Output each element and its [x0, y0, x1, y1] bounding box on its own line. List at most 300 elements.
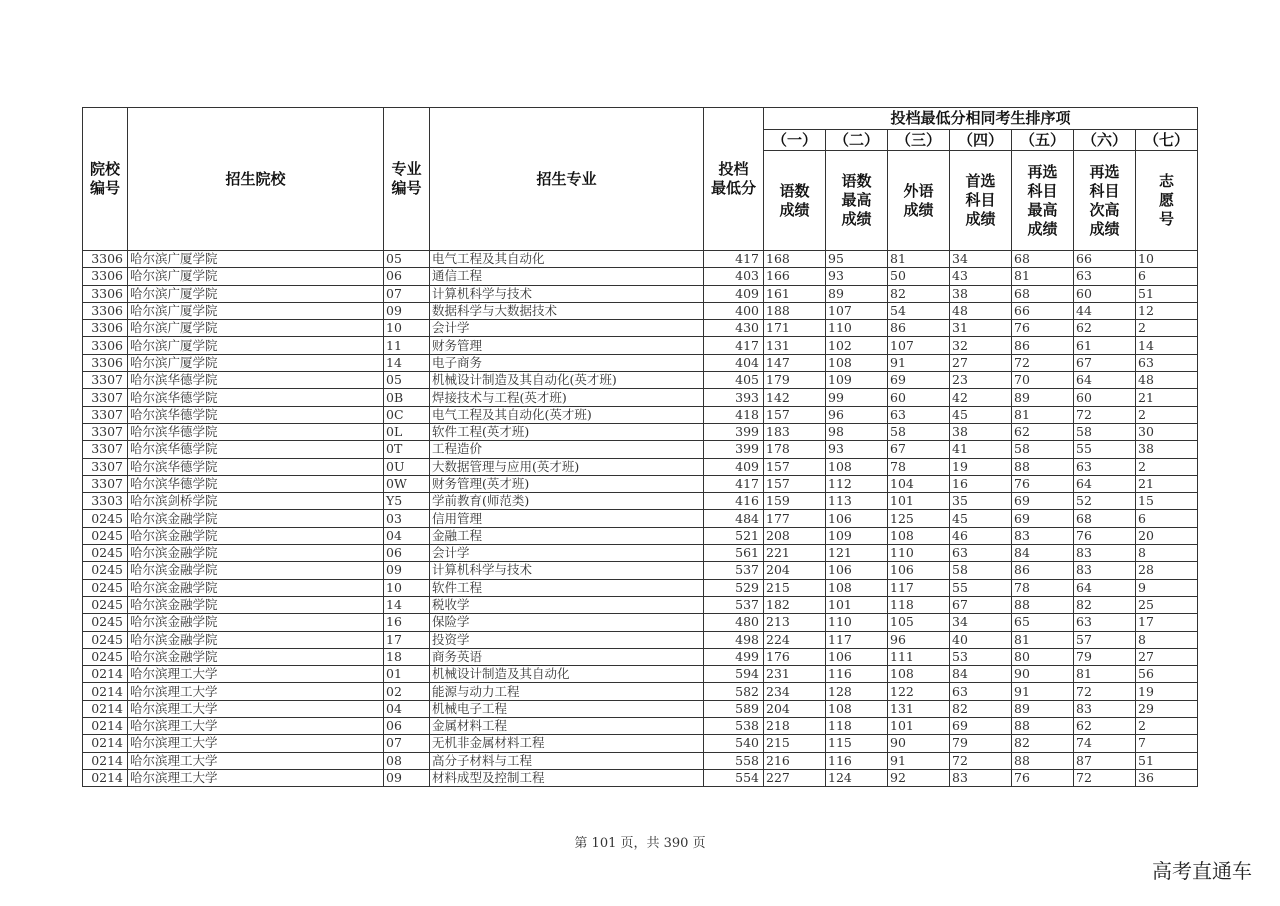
cell-vol-no: 56: [1136, 666, 1198, 683]
cell-major-code: 14: [384, 596, 430, 613]
cell-score-2: 95: [826, 251, 888, 268]
table-row: [83, 423, 1198, 440]
cell-school-code: 3303: [83, 493, 128, 510]
col-header-tiebreak-group: 投档最低分相同考生排序项: [764, 108, 1198, 130]
cell-score-2: 128: [826, 683, 888, 700]
cell-score-4: 45: [950, 510, 1012, 527]
cell-school-name: 哈尔滨理工大学: [128, 735, 384, 752]
cell-score-2: 115: [826, 735, 888, 752]
cell-score-4: 38: [950, 423, 1012, 440]
cell-min-score: 540: [704, 735, 764, 752]
cell-score-3: 67: [888, 441, 950, 458]
cell-score-1: 213: [764, 614, 826, 631]
cell-major-code: 07: [384, 285, 430, 302]
cell-school-code: 3307: [83, 458, 128, 475]
table-row: [83, 631, 1198, 648]
table-row: [83, 389, 1198, 406]
cell-score-1: 183: [764, 423, 826, 440]
cell-vol-no: 28: [1136, 562, 1198, 579]
cell-major-code: 0B: [384, 389, 430, 406]
cell-score-5: 84: [1012, 545, 1074, 562]
cell-score-3: 107: [888, 337, 950, 354]
cell-school-code: 0214: [83, 683, 128, 700]
cell-school-name: 哈尔滨华德学院: [128, 475, 384, 492]
cell-major-name: 电子商务: [430, 354, 704, 371]
cell-score-5: 66: [1012, 302, 1074, 319]
cell-score-1: 215: [764, 579, 826, 596]
cell-major-name: 工程造价: [430, 441, 704, 458]
table-row: [83, 320, 1198, 337]
cell-min-score: 409: [704, 285, 764, 302]
cell-major-name: 金融工程: [430, 527, 704, 544]
cell-school-name: 哈尔滨理工大学: [128, 769, 384, 786]
cell-min-score: 418: [704, 406, 764, 423]
page-footer: 第 101 页，共 390 页: [574, 836, 706, 851]
cell-vol-no: 19: [1136, 683, 1198, 700]
table-row: [83, 648, 1198, 665]
cell-school-code: 3307: [83, 406, 128, 423]
cell-score-1: 221: [764, 545, 826, 562]
cell-score-4: 40: [950, 631, 1012, 648]
cell-major-name: 能源与动力工程: [430, 683, 704, 700]
cell-major-name: 高分子材料与工程: [430, 752, 704, 769]
cell-school-code: 0214: [83, 666, 128, 683]
cell-major-code: 09: [384, 769, 430, 786]
cell-min-score: 538: [704, 718, 764, 735]
cell-major-code: 06: [384, 718, 430, 735]
cell-score-1: 171: [764, 320, 826, 337]
cell-school-name: 哈尔滨金融学院: [128, 562, 384, 579]
cell-score-5: 68: [1012, 285, 1074, 302]
cell-score-3: 131: [888, 700, 950, 717]
cell-score-6: 66: [1074, 251, 1136, 268]
cell-score-1: 179: [764, 372, 826, 389]
cell-major-name: 信用管理: [430, 510, 704, 527]
cell-score-3: 106: [888, 562, 950, 579]
table-row: [83, 735, 1198, 752]
cell-vol-no: 7: [1136, 735, 1198, 752]
cell-score-4: 63: [950, 545, 1012, 562]
cell-score-2: 117: [826, 631, 888, 648]
table-row: [83, 769, 1198, 786]
cell-major-name: 材料成型及控制工程: [430, 769, 704, 786]
cell-score-1: 216: [764, 752, 826, 769]
cell-score-4: 38: [950, 285, 1012, 302]
sub-header-num-2: （二）: [826, 130, 888, 151]
cell-score-1: 147: [764, 354, 826, 371]
cell-score-2: 108: [826, 700, 888, 717]
cell-school-code: 0214: [83, 769, 128, 786]
cell-min-score: 589: [704, 700, 764, 717]
cell-score-6: 72: [1074, 683, 1136, 700]
cell-major-code: 17: [384, 631, 430, 648]
cell-school-code: 0245: [83, 579, 128, 596]
cell-score-2: 98: [826, 423, 888, 440]
cell-major-code: 04: [384, 700, 430, 717]
cell-school-code: 0245: [83, 562, 128, 579]
cell-vol-no: 8: [1136, 545, 1198, 562]
cell-school-name: 哈尔滨金融学院: [128, 545, 384, 562]
sub-header-num-3: （三）: [888, 130, 950, 151]
cell-vol-no: 51: [1136, 752, 1198, 769]
cell-major-name: 机械设计制造及其自动化(英才班): [430, 372, 704, 389]
cell-school-code: 0245: [83, 545, 128, 562]
cell-min-score: 561: [704, 545, 764, 562]
cell-score-6: 79: [1074, 648, 1136, 665]
cell-vol-no: 12: [1136, 302, 1198, 319]
cell-score-2: 109: [826, 527, 888, 544]
cell-score-1: 224: [764, 631, 826, 648]
cell-score-1: 208: [764, 527, 826, 544]
cell-score-1: 204: [764, 700, 826, 717]
cell-school-name: 哈尔滨金融学院: [128, 510, 384, 527]
sub-header-num-5: （五）: [1012, 130, 1074, 151]
cell-vol-no: 27: [1136, 648, 1198, 665]
cell-major-name: 商务英语: [430, 648, 704, 665]
col-header-school-name: 招生院校: [128, 108, 384, 251]
cell-score-2: 118: [826, 718, 888, 735]
cell-vol-no: 2: [1136, 718, 1198, 735]
cell-score-1: 168: [764, 251, 826, 268]
cell-score-5: 90: [1012, 666, 1074, 683]
cell-score-3: 58: [888, 423, 950, 440]
cell-major-name: 通信工程: [430, 268, 704, 285]
cell-score-2: 110: [826, 320, 888, 337]
cell-vol-no: 20: [1136, 527, 1198, 544]
table-row: [83, 527, 1198, 544]
cell-major-code: 05: [384, 372, 430, 389]
cell-score-2: 112: [826, 475, 888, 492]
sub-header-num-7: （七）: [1136, 130, 1198, 151]
cell-score-1: 142: [764, 389, 826, 406]
cell-major-code: 10: [384, 579, 430, 596]
cell-score-1: 131: [764, 337, 826, 354]
cell-major-code: 0W: [384, 475, 430, 492]
sub-header-label-7: 志 愿 号: [1136, 151, 1198, 251]
cell-major-name: 学前教育(师范类): [430, 493, 704, 510]
cell-score-4: 84: [950, 666, 1012, 683]
cell-score-1: 161: [764, 285, 826, 302]
table-row: [83, 510, 1198, 527]
cell-score-6: 57: [1074, 631, 1136, 648]
cell-score-4: 82: [950, 700, 1012, 717]
cell-score-6: 82: [1074, 596, 1136, 613]
cell-school-name: 哈尔滨金融学院: [128, 614, 384, 631]
cell-score-5: 89: [1012, 389, 1074, 406]
sub-header-num-6: （六）: [1074, 130, 1136, 151]
cell-score-6: 62: [1074, 320, 1136, 337]
cell-school-name: 哈尔滨华德学院: [128, 423, 384, 440]
cell-score-6: 64: [1074, 579, 1136, 596]
cell-score-6: 83: [1074, 545, 1136, 562]
cell-score-4: 45: [950, 406, 1012, 423]
cell-school-code: 0245: [83, 614, 128, 631]
cell-score-3: 96: [888, 631, 950, 648]
cell-major-code: 09: [384, 562, 430, 579]
cell-vol-no: 17: [1136, 614, 1198, 631]
cell-school-name: 哈尔滨理工大学: [128, 666, 384, 683]
sub-header-label-2: 语数 最高 成绩: [826, 151, 888, 251]
cell-major-name: 税收学: [430, 596, 704, 613]
table-row: [83, 596, 1198, 613]
cell-score-1: 176: [764, 648, 826, 665]
cell-major-code: 04: [384, 527, 430, 544]
cell-score-3: 60: [888, 389, 950, 406]
cell-school-name: 哈尔滨金融学院: [128, 579, 384, 596]
cell-major-code: 18: [384, 648, 430, 665]
cell-major-name: 机械设计制造及其自动化: [430, 666, 704, 683]
cell-school-code: 3307: [83, 389, 128, 406]
cell-major-name: 财务管理: [430, 337, 704, 354]
cell-school-name: 哈尔滨广厦学院: [128, 268, 384, 285]
cell-vol-no: 51: [1136, 285, 1198, 302]
admission-score-table: [82, 107, 1198, 787]
cell-score-4: 79: [950, 735, 1012, 752]
cell-score-1: 157: [764, 475, 826, 492]
cell-score-6: 72: [1074, 406, 1136, 423]
cell-vol-no: 48: [1136, 372, 1198, 389]
cell-school-name: 哈尔滨理工大学: [128, 700, 384, 717]
cell-vol-no: 2: [1136, 406, 1198, 423]
cell-score-1: 231: [764, 666, 826, 683]
cell-score-4: 23: [950, 372, 1012, 389]
cell-score-3: 125: [888, 510, 950, 527]
cell-score-3: 101: [888, 493, 950, 510]
cell-score-2: 108: [826, 354, 888, 371]
cell-score-5: 76: [1012, 320, 1074, 337]
cell-school-name: 哈尔滨剑桥学院: [128, 493, 384, 510]
cell-min-score: 417: [704, 251, 764, 268]
cell-score-5: 72: [1012, 354, 1074, 371]
cell-major-name: 电气工程及其自动化(英才班): [430, 406, 704, 423]
cell-score-2: 113: [826, 493, 888, 510]
cell-major-code: 0U: [384, 458, 430, 475]
cell-school-code: 0245: [83, 648, 128, 665]
cell-school-name: 哈尔滨理工大学: [128, 683, 384, 700]
cell-min-score: 484: [704, 510, 764, 527]
cell-major-name: 金属材料工程: [430, 718, 704, 735]
cell-vol-no: 30: [1136, 423, 1198, 440]
cell-score-3: 104: [888, 475, 950, 492]
cell-score-4: 34: [950, 614, 1012, 631]
table-row: [83, 666, 1198, 683]
cell-min-score: 405: [704, 372, 764, 389]
cell-min-score: 582: [704, 683, 764, 700]
cell-score-2: 106: [826, 648, 888, 665]
col-header-major-code: 专业 编号: [384, 108, 430, 251]
cell-score-6: 64: [1074, 372, 1136, 389]
cell-score-3: 90: [888, 735, 950, 752]
cell-school-code: 0214: [83, 700, 128, 717]
cell-major-name: 会计学: [430, 320, 704, 337]
cell-min-score: 400: [704, 302, 764, 319]
cell-score-4: 55: [950, 579, 1012, 596]
table-row: [83, 251, 1198, 268]
cell-major-code: 10: [384, 320, 430, 337]
cell-score-3: 111: [888, 648, 950, 665]
sub-header-label-4: 首选 科目 成绩: [950, 151, 1012, 251]
cell-score-6: 72: [1074, 769, 1136, 786]
cell-score-1: 182: [764, 596, 826, 613]
cell-school-code: 0245: [83, 596, 128, 613]
cell-score-5: 76: [1012, 769, 1074, 786]
cell-score-4: 41: [950, 441, 1012, 458]
cell-major-name: 软件工程: [430, 579, 704, 596]
cell-score-4: 42: [950, 389, 1012, 406]
cell-major-name: 机械电子工程: [430, 700, 704, 717]
cell-school-name: 哈尔滨华德学院: [128, 458, 384, 475]
cell-major-code: 08: [384, 752, 430, 769]
cell-min-score: 393: [704, 389, 764, 406]
cell-vol-no: 2: [1136, 458, 1198, 475]
table-row: [83, 562, 1198, 579]
cell-vol-no: 14: [1136, 337, 1198, 354]
cell-score-6: 63: [1074, 614, 1136, 631]
table-row: [83, 614, 1198, 631]
cell-score-5: 78: [1012, 579, 1074, 596]
cell-vol-no: 6: [1136, 510, 1198, 527]
cell-score-3: 108: [888, 527, 950, 544]
cell-score-2: 89: [826, 285, 888, 302]
cell-score-2: 106: [826, 510, 888, 527]
cell-score-5: 69: [1012, 493, 1074, 510]
cell-score-5: 88: [1012, 718, 1074, 735]
table-row: [83, 406, 1198, 423]
cell-score-3: 92: [888, 769, 950, 786]
cell-vol-no: 10: [1136, 251, 1198, 268]
cell-score-6: 74: [1074, 735, 1136, 752]
cell-score-3: 118: [888, 596, 950, 613]
cell-score-6: 55: [1074, 441, 1136, 458]
cell-min-score: 417: [704, 337, 764, 354]
cell-vol-no: 63: [1136, 354, 1198, 371]
cell-major-code: 0C: [384, 406, 430, 423]
cell-major-code: 0L: [384, 423, 430, 440]
cell-score-4: 67: [950, 596, 1012, 613]
cell-score-1: 227: [764, 769, 826, 786]
cell-vol-no: 8: [1136, 631, 1198, 648]
cell-score-3: 78: [888, 458, 950, 475]
cell-school-code: 3306: [83, 320, 128, 337]
cell-score-5: 82: [1012, 735, 1074, 752]
cell-score-2: 107: [826, 302, 888, 319]
cell-min-score: 537: [704, 562, 764, 579]
cell-school-code: 0214: [83, 752, 128, 769]
table-row: [83, 337, 1198, 354]
cell-score-4: 46: [950, 527, 1012, 544]
sub-header-label-6: 再选 科目 次高 成绩: [1074, 151, 1136, 251]
cell-score-4: 58: [950, 562, 1012, 579]
cell-min-score: 521: [704, 527, 764, 544]
cell-score-2: 102: [826, 337, 888, 354]
cell-score-2: 109: [826, 372, 888, 389]
cell-score-6: 64: [1074, 475, 1136, 492]
cell-min-score: 399: [704, 423, 764, 440]
sub-header-num-4: （四）: [950, 130, 1012, 151]
cell-vol-no: 9: [1136, 579, 1198, 596]
cell-score-2: 96: [826, 406, 888, 423]
cell-major-code: 11: [384, 337, 430, 354]
cell-school-code: 3307: [83, 372, 128, 389]
cell-score-5: 76: [1012, 475, 1074, 492]
cell-major-code: 05: [384, 251, 430, 268]
cell-vol-no: 2: [1136, 320, 1198, 337]
cell-score-4: 16: [950, 475, 1012, 492]
cell-school-name: 哈尔滨广厦学院: [128, 251, 384, 268]
table-row: [83, 493, 1198, 510]
table-row: [83, 683, 1198, 700]
cell-score-5: 91: [1012, 683, 1074, 700]
cell-score-5: 81: [1012, 406, 1074, 423]
cell-major-name: 会计学: [430, 545, 704, 562]
cell-major-code: 07: [384, 735, 430, 752]
table-row: [83, 700, 1198, 717]
cell-school-name: 哈尔滨金融学院: [128, 596, 384, 613]
cell-score-6: 83: [1074, 562, 1136, 579]
cell-score-1: 178: [764, 441, 826, 458]
cell-score-6: 44: [1074, 302, 1136, 319]
cell-score-1: 159: [764, 493, 826, 510]
cell-score-1: 234: [764, 683, 826, 700]
cell-school-name: 哈尔滨广厦学院: [128, 302, 384, 319]
cell-score-4: 34: [950, 251, 1012, 268]
cell-score-3: 91: [888, 354, 950, 371]
cell-major-name: 计算机科学与技术: [430, 285, 704, 302]
cell-major-code: 0T: [384, 441, 430, 458]
cell-score-5: 86: [1012, 562, 1074, 579]
cell-vol-no: 21: [1136, 389, 1198, 406]
cell-score-6: 62: [1074, 718, 1136, 735]
cell-score-4: 83: [950, 769, 1012, 786]
cell-score-5: 88: [1012, 458, 1074, 475]
cell-vol-no: 21: [1136, 475, 1198, 492]
table-row: [83, 475, 1198, 492]
cell-score-5: 86: [1012, 337, 1074, 354]
cell-score-2: 110: [826, 614, 888, 631]
cell-school-name: 哈尔滨广厦学院: [128, 337, 384, 354]
cell-school-name: 哈尔滨理工大学: [128, 752, 384, 769]
cell-school-code: 3306: [83, 302, 128, 319]
table-row: [83, 752, 1198, 769]
cell-school-code: 3306: [83, 354, 128, 371]
cell-school-name: 哈尔滨广厦学院: [128, 320, 384, 337]
cell-score-4: 53: [950, 648, 1012, 665]
cell-score-6: 81: [1074, 666, 1136, 683]
cell-min-score: 554: [704, 769, 764, 786]
cell-school-code: 0245: [83, 631, 128, 648]
cell-score-2: 99: [826, 389, 888, 406]
cell-score-5: 83: [1012, 527, 1074, 544]
cell-school-name: 哈尔滨广厦学院: [128, 354, 384, 371]
cell-school-code: 3306: [83, 285, 128, 302]
cell-score-1: 188: [764, 302, 826, 319]
cell-score-5: 62: [1012, 423, 1074, 440]
table-row: [83, 268, 1198, 285]
cell-score-3: 54: [888, 302, 950, 319]
cell-score-1: 177: [764, 510, 826, 527]
cell-score-2: 108: [826, 579, 888, 596]
cell-major-name: 焊接技术与工程(英才班): [430, 389, 704, 406]
cell-school-name: 哈尔滨华德学院: [128, 406, 384, 423]
cell-score-4: 43: [950, 268, 1012, 285]
cell-score-2: 108: [826, 458, 888, 475]
cell-major-name: 投资学: [430, 631, 704, 648]
cell-score-3: 122: [888, 683, 950, 700]
cell-school-code: 0245: [83, 527, 128, 544]
cell-major-name: 财务管理(英才班): [430, 475, 704, 492]
col-header-school-code: 院校 编号: [83, 108, 128, 251]
cell-major-code: 14: [384, 354, 430, 371]
